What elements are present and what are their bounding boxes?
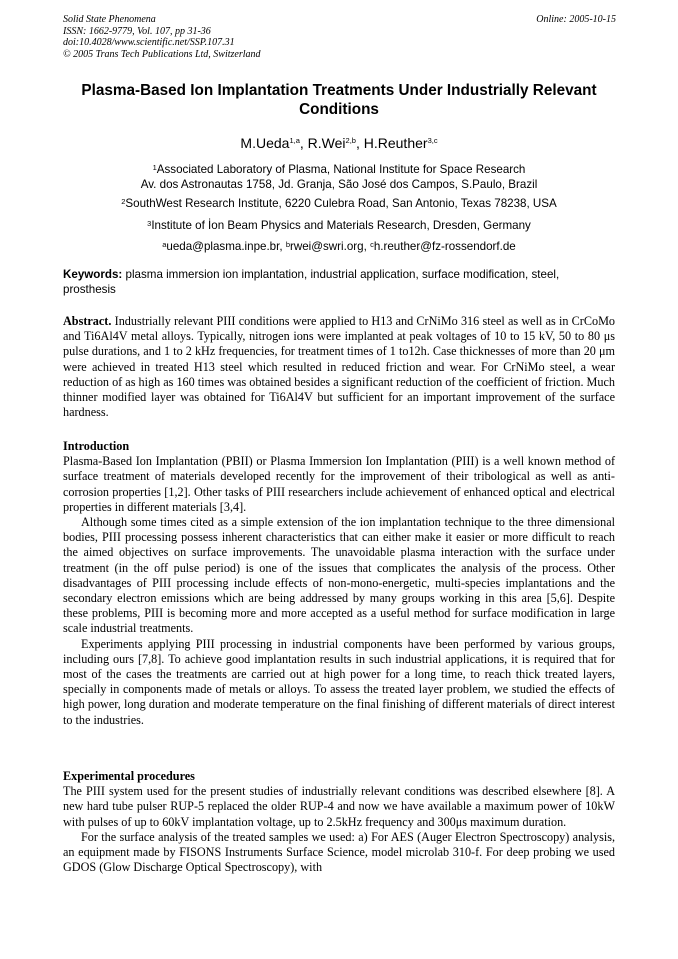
- journal-copyright: © 2005 Trans Tech Publications Ltd, Switzerland: [63, 48, 261, 60]
- affiliation-3: [63, 218, 615, 233]
- abstract: [63, 314, 615, 420]
- introduction-section: [63, 439, 615, 728]
- paragraph: The PIII system used for the present studies of industrially relevant conditions was described elsewhere [8]. A new hard tube pulser RUP-5 replaced the older RUP-4 and now we have available a maximum power of 10kW with pulses of up to 60kV implantation voltage, up to 2.5kHz frequency and 300μs maximum duration.: [63, 784, 615, 829]
- section-heading: Experimental procedures: [63, 769, 195, 783]
- section-heading: Introduction: [63, 439, 130, 453]
- affiliation-line: Av. dos Astronautas 1758, Jd. Granja, São José dos Campos, S.Paulo, Brazil: [140, 178, 538, 191]
- author-sup: 1,a: [289, 136, 300, 145]
- author-name: H.Reuther: [363, 135, 428, 151]
- author-name: M.Ueda: [240, 135, 290, 151]
- experimental-section: [63, 769, 615, 875]
- author-sup: 3,c: [427, 136, 438, 145]
- email-c: h.reuther@fz-rossendorf.de: [373, 240, 516, 253]
- abstract-label: Abstract.: [63, 314, 112, 328]
- email-line: [63, 239, 615, 254]
- paragraph: Although some times cited as a simple extension of the ion implantation technique to the three dimensional bodies, PIII processing possess inherent characteristics that can either make it easier or more difficult to reach the aimed objectives on surface improvements. The unavoidable plasma interaction with the surface under treatment (in the off pulse period) is one of the issues that complicates the analysis of the process. Other disadvantages of PIII processing include effects of non-mono-energetic, multi-species implantations and the secondary electron emissions which are being addressed by many groups working in this area [5,6]. Despite these problems, PIII is becoming more and more accepted as a useful method for surface modification in large scale industrial treatments.: [63, 515, 615, 636]
- email-sup: c: [370, 240, 374, 249]
- paragraph: Plasma-Based Ion Implantation (PBII) or Plasma Immersion Ion Implantation (PIII) is a well known method of surface treatment of materials developed recently for the improvement of their tribological as well as anti-corrosion properties [1,2]. Other tasks of PIII researchers include achievement of enhanced optical and electrical properties in different materials [3,4].: [63, 454, 615, 514]
- email-b: rwei@swri.org,: [289, 240, 367, 253]
- abstract-text: Industrially relevant PIII conditions were applied to H13 and CrNiMo 316 steel as well as in CrCoMo and Ti6Al4V metal alloys. Typically, nitrogen ions were implanted at peak voltages of 10 to 15 kV, 50 to 80 μs pulse durations, and 1 to 2 kHz frequencies, for treatment times of 1 to12h. Case thicknesses of more than 20 μm were achieved in treated H13 steel which resulted in reduced friction and wear. For CrNiMo steel, a wear reduction of as high as 160 times was obtained besides a significant reduction of the coefficient of friction. Much thinner modified layer was obtained for Ti6Al4V but sufficient for an important improvement of the surface hardness.: [63, 314, 615, 420]
- author-name: R.Wei: [307, 135, 346, 151]
- email-sup: a: [162, 240, 167, 249]
- author-sup: 2,b: [345, 136, 356, 145]
- online-date: Online: 2005-10-15: [536, 14, 616, 25]
- affiliation-sup: 2: [121, 197, 126, 206]
- affiliation-1: [63, 162, 615, 192]
- affiliation-sup: 3: [147, 219, 152, 228]
- journal-name: Solid State Phenomena: [63, 14, 156, 25]
- affiliation-line: SouthWest Research Institute, 6220 Culebra Road, San Antonio, Texas 78238, USA: [125, 197, 557, 210]
- affiliation-line: Associated Laboratory of Plasma, National Institute for Space Research: [156, 163, 526, 176]
- journal-issn: ISSN: 1662-9779, Vol. 107, pp 31-36: [63, 25, 211, 37]
- affiliation-line: Institute of İon Beam Physics and Materials Research, Dresden, Germany: [151, 219, 531, 232]
- keywords: [63, 267, 615, 297]
- paragraph: For the surface analysis of the treated samples we used: a) For AES (Auger Electron Spectroscopy) analysis, an equipment made by FISONS Instruments Surface Science, model microlab 310-f. For deep probing we used GDOS (Glow Discharge Optical Spectroscopy), with: [63, 829, 615, 875]
- paper-title: Plasma-Based Ion Implantation Treatments Under Industrially Relevant Conditions: [81, 82, 597, 118]
- journal-doi: doi:10.4028/www.scientific.net/SSP.107.31: [63, 37, 235, 48]
- email-a: ueda@plasma.inpe.br,: [166, 240, 283, 253]
- author-list: M.Ueda$^{1,a}$, R.Wei$^{2,b}$, H.Reuther$^{3,c}$: [240, 135, 438, 151]
- keywords-label: Keywords:: [63, 268, 123, 281]
- email-sup: b: [285, 240, 290, 249]
- keywords-text: plasma immersion ion implantation, industrial application, surface modification, steel, prosthesis: [63, 268, 560, 296]
- affiliation-2: [63, 196, 615, 211]
- journal-header: [63, 14, 261, 60]
- paragraph: Experiments applying PIII processing in industrial components have been performed by various groups, including ours [7,8]. To achieve good implantation results in such industrial applications, it is required that for most of the cases the treatments are carried out at high power for a long time, to reach thick treated layers, specially in components made of metals or alloys. To assess the treated layer problem, we studied the effects of high power, long duration and moderate temperature on the final finishing of different materials of direct interest to the industries.: [63, 636, 615, 727]
- affiliation-sup: 1: [152, 163, 157, 172]
